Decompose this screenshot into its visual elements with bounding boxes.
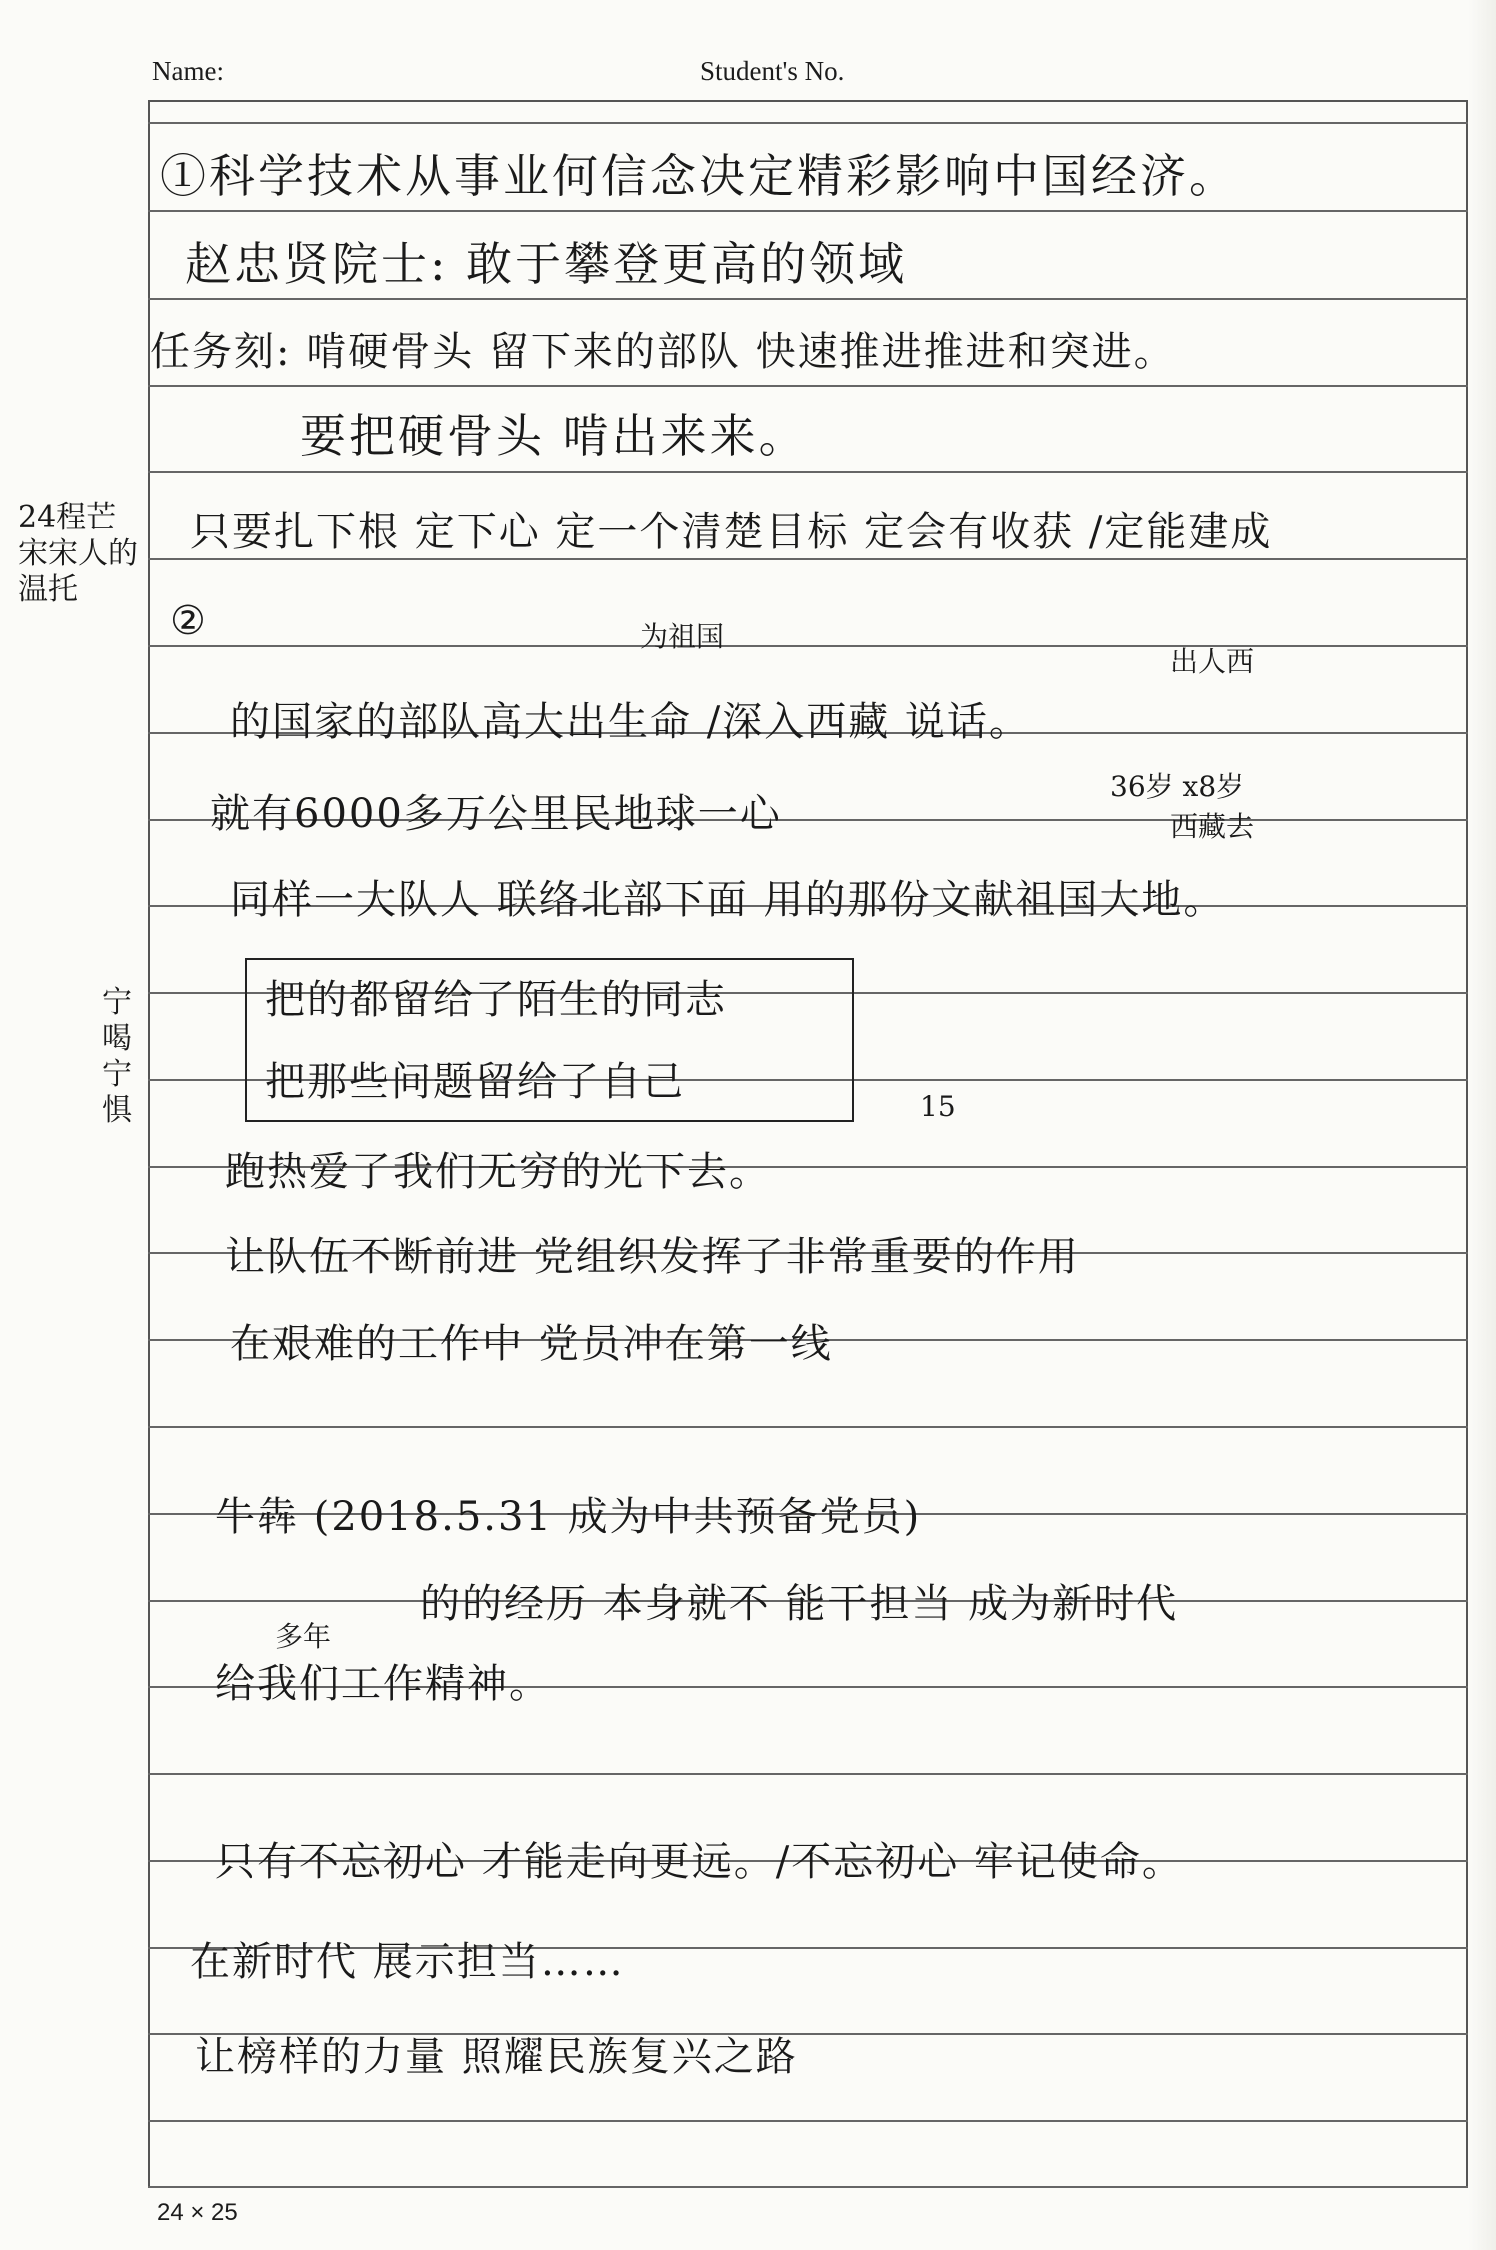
annotation-above: 为祖国 bbox=[640, 620, 725, 653]
handwritten-line: 同样一大队人 联络北部下面 用的那份文献祖国大地。 bbox=[230, 877, 1226, 923]
name-label: Name: bbox=[152, 56, 224, 86]
handwritten-line: 任务刻: 啃硬骨头 留下来的部队 快速推进推进和突进。 bbox=[150, 329, 1176, 375]
grid-size-label: 24 × 25 bbox=[157, 2199, 238, 2226]
handwritten-line: 就有6000多万公里民地球一心 bbox=[210, 791, 782, 837]
ruled-line bbox=[148, 122, 1468, 124]
handwritten-line: 把的都留给了陌生的同志 bbox=[265, 977, 727, 1023]
annotation-above: 出人西 bbox=[1170, 645, 1255, 678]
student-no-label: Student's No. bbox=[700, 56, 845, 86]
annotation-above: 多年 bbox=[275, 1620, 332, 1653]
handwritten-line: 把那些问题留给了自己 bbox=[265, 1059, 685, 1105]
ruled-line bbox=[148, 385, 1468, 387]
annotation-above: 15 bbox=[920, 1090, 956, 1123]
page-edge-shadow bbox=[1468, 0, 1496, 2250]
handwritten-line: 的的经历 本身就不 能干担当 成为新时代 bbox=[420, 1581, 1179, 1627]
handwritten-line: 赵忠贤院士: 敢于攀登更高的领域 bbox=[185, 237, 908, 291]
handwritten-line: ①科学技术从事业何信念决定精彩影响中国经济。 bbox=[160, 149, 1238, 203]
handwritten-line: 只有不忘初心 才能走向更远。/不忘初心 牢记使命。 bbox=[215, 1839, 1184, 1885]
handwritten-line: 让队伍不断前进 党组织发挥了非常重要的作用 bbox=[225, 1234, 1080, 1280]
margin-note-left-top: 24程芒 宋宋人的 温托 bbox=[18, 500, 138, 607]
ruled-line bbox=[148, 1773, 1468, 1775]
ruled-line bbox=[148, 471, 1468, 473]
handwritten-line: 要把硬骨头 啃出来来。 bbox=[300, 409, 808, 463]
handwritten-line: 跑热爱了我们无穷的光下去。 bbox=[225, 1149, 771, 1195]
ruled-line bbox=[148, 2186, 1468, 2188]
handwritten-line: 给我们工作精神。 bbox=[215, 1661, 551, 1707]
ruled-line bbox=[148, 210, 1468, 212]
ruled-line bbox=[148, 645, 1468, 647]
handwritten-line: 的国家的部队高大出生命 /深入西藏 说话。 bbox=[230, 699, 1031, 745]
ruled-line bbox=[148, 2120, 1468, 2122]
handwritten-line: 让榜样的力量 照耀民族复兴之路 bbox=[195, 2034, 798, 2080]
handwritten-line: 在新时代 展示担当…… bbox=[190, 1939, 625, 1985]
ruled-line bbox=[148, 1426, 1468, 1428]
handwritten-line: 在艰难的工作中 党员冲在第一线 bbox=[230, 1321, 833, 1367]
handwritten-line: ② bbox=[170, 598, 208, 644]
ruled-line bbox=[148, 298, 1468, 300]
handwritten-line: 只要扎下根 定下心 定一个清楚目标 定会有收获 /定能建成 bbox=[190, 509, 1273, 555]
handwritten-line: 牛犇 (2018.5.31 成为中共预备党员) bbox=[215, 1494, 922, 1540]
margin-note-left-mid: 宁喝 宁惧 bbox=[102, 985, 132, 1128]
annotation-above: 西藏去 bbox=[1170, 810, 1255, 843]
ruled-line bbox=[148, 558, 1468, 560]
annotation-above: 36岁 x8岁 bbox=[1110, 770, 1245, 803]
